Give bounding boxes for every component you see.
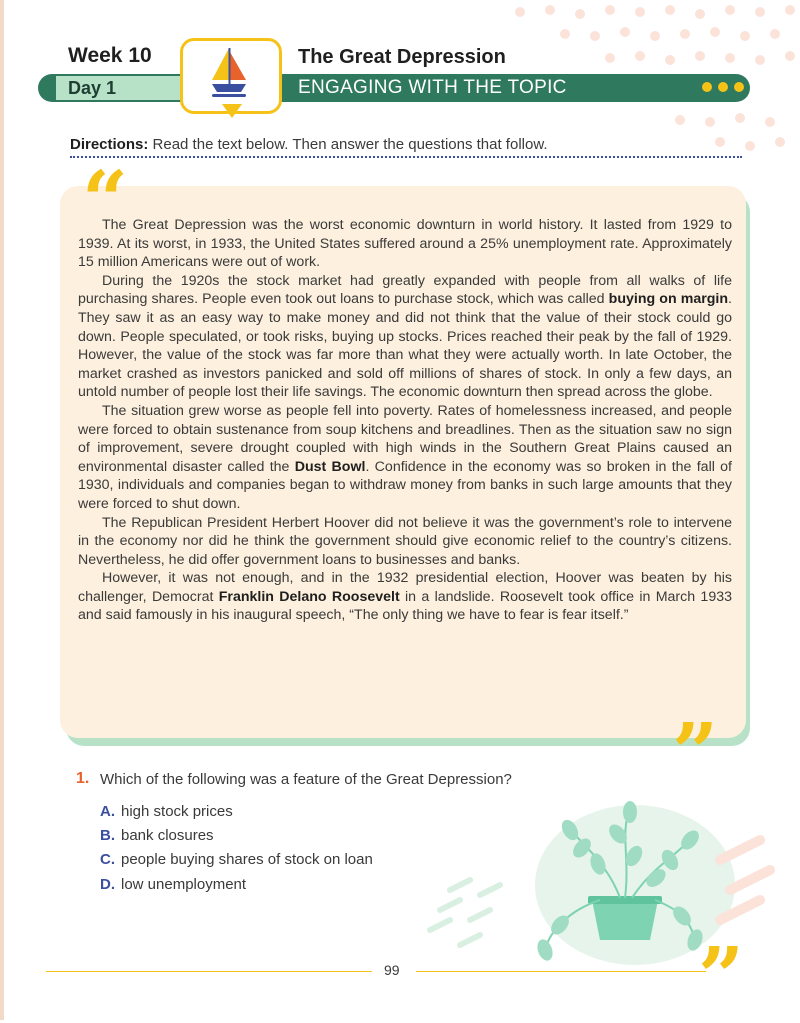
page-number: 99 bbox=[384, 962, 400, 978]
paragraph-2 bbox=[78, 272, 732, 402]
directions-text: Read the text below. Then answer the questions that follow. bbox=[148, 136, 548, 153]
paragraph-2-text-b: . They saw it as an easy way to make money and did not think that the value of their stock could go down. People speculated, or took risks, buying up stocks. Prices reached their peak by the fall of 1929. However, the value of the stock was far more than what they were actually worth. In late October, the market crashed as investors panicked and sold off millions of shares of stock. In only a few days, an untold number of people lost their life savings. The economic downturn then spread across the globe. bbox=[78, 291, 732, 401]
paragraph-4 bbox=[78, 514, 732, 570]
option-c[interactable] bbox=[100, 851, 373, 868]
directions bbox=[70, 136, 548, 153]
section-subtitle: ENGAGING WITH THE TOPIC bbox=[298, 77, 567, 98]
option-text: bank closures bbox=[121, 827, 214, 844]
header-dots bbox=[702, 82, 744, 92]
option-d[interactable] bbox=[100, 876, 246, 893]
paragraph-3-text-a: The situation grew worse as people fell into poverty. Rates of homelessness increased, and people were forced to obtain sustenance from soup kitchens and breadlines. Then as the situation saw no sign of improvement, severe drought coupled with high winds in the Southern Great Plains caused an environmental disaster called the bbox=[78, 402, 732, 475]
paragraph-5-text-b: in a landslide. Roosevelt took office in March 1933 and said famously in his inaugural speech, “The only thing we have to fear is fear itself.” bbox=[78, 588, 732, 624]
option-text: people buying shares of stock on loan bbox=[121, 851, 373, 868]
option-text: low unemployment bbox=[121, 876, 247, 893]
day-label: Day 1 bbox=[68, 78, 117, 98]
topic-title: The Great Depression bbox=[298, 46, 506, 68]
term-dust-bowl: Dust Bowl bbox=[294, 458, 366, 475]
option-text: high stock prices bbox=[121, 803, 233, 820]
open-quote-icon: “ bbox=[82, 153, 129, 247]
term-buying-on-margin: buying on margin bbox=[608, 291, 729, 308]
option-letter: B. bbox=[100, 827, 115, 844]
option-letter: D. bbox=[100, 876, 115, 893]
footer-quote-icon: ” bbox=[698, 929, 745, 1023]
reading-passage bbox=[78, 216, 732, 625]
option-b[interactable] bbox=[100, 827, 214, 844]
paragraph-3-text-b: . Confidence in the economy was so broken in the fall of 1930, individuals and companies began to withdraw money from banks in such large amounts that they were forced to shut down. bbox=[78, 458, 732, 512]
page-edge-stripe bbox=[0, 0, 4, 1020]
dotted-divider bbox=[70, 156, 742, 158]
paragraph-4-text: The Republican President Herbert Hoover did not believe it was the government’s role to intervene in the economy nor did he think the government should give economic relief to the country’s citizens. Nevertheless, he did offer government loans to businesses and banks. bbox=[78, 514, 732, 568]
term-fdr: Franklin Delano Roosevelt bbox=[218, 588, 400, 605]
footer-rule-left bbox=[46, 971, 372, 972]
directions-label: Directions: bbox=[70, 136, 149, 153]
close-quote-icon: ” bbox=[672, 705, 719, 799]
footer-rule-right bbox=[416, 971, 706, 972]
paragraph-5-text-a: However, it was not enough, and in the 1932 presidential election, Hoover was beaten by his challenger, Democrat bbox=[78, 570, 732, 605]
option-letter: C. bbox=[100, 851, 115, 868]
sailboat-icon bbox=[204, 44, 254, 100]
option-a[interactable] bbox=[100, 803, 233, 820]
option-letter: A. bbox=[100, 803, 115, 820]
paragraph-1-text: The Great Depression was the worst economic downturn in world history. It lasted from 1929 to 1939. At its worst, in 1933, the United States suffered around a 25% unemployment rate. Approximately 15 million Americans were out of work. bbox=[78, 217, 732, 271]
week-label: Week 10 bbox=[68, 44, 152, 67]
paragraph-2-text-a: During the 1920s the stock market had greatly expanded with people from all walks of life purchasing shares. People even took out loans to purchase stock, which was called bbox=[78, 272, 732, 308]
question-text: Which of the following was a feature of the Great Depression? bbox=[100, 771, 512, 788]
question-number: 1. bbox=[76, 770, 90, 787]
paragraph-1 bbox=[78, 216, 732, 272]
paragraph-5 bbox=[78, 569, 732, 625]
logo-badge-tail bbox=[222, 104, 242, 118]
paragraph-3 bbox=[78, 402, 732, 514]
